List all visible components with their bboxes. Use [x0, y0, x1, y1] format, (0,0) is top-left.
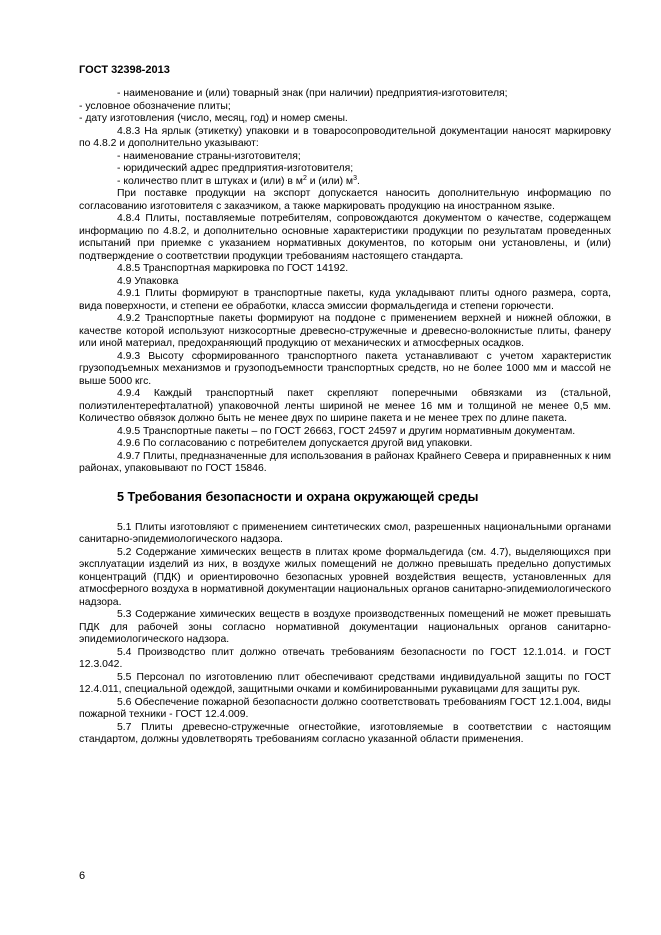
section-5-paragraph-7: 5.7 Плиты древесно-стружечные огнестойкие, изготовляемые в соответствии с настоящим стандартом, должны удовлетворять требованиям согласно указанной области применения.	[79, 721, 611, 745]
quantity-text: - количество плит в штуках и (или) в м	[117, 175, 303, 187]
document-body	[79, 88, 611, 747]
cube-superscript: 3	[353, 174, 357, 182]
paragraph-b-10: 4.9.6 По согласованию с потребителем допускается другой вид упаковки.	[117, 438, 473, 449]
page-number: 6	[79, 870, 86, 882]
paragraph-4: 4.8.3 На ярлык (этикетку) упаковки и в товаросопроводительной документации наносят маркировку по 4.8.2 и дополнительно указывают:	[79, 125, 611, 149]
paragraph-b-4: 4.9 Упаковка	[117, 275, 179, 287]
paragraph-b-1: При поставке продукции на экспорт допускается наносить дополнительную информацию по согласованию изготовителя с заказчиком, а также маркировать продукцию на иностранном языке.	[79, 188, 611, 212]
paragraph-b-5: 4.9.1 Плиты формируют в транспортные пакеты, куда укладывают плиты одного размера, сорта, вида поверхности, и степени ее обработки, класса эмиссии формальдегида и степени горючести.	[79, 288, 611, 312]
paragraph-b-8: 4.9.4 Каждый транспортный пакет скрепляют поперечными обвязками из (стальной, полиэтилентерефталатной) упаковочной ленты шириной не менее 16 мм и толщиной не менее 0,5 мм. Количество обвязок должно быть не менее двух по ширине пакета и не менее трех по длине пакета.	[79, 388, 611, 424]
square-superscript: 2	[302, 174, 307, 182]
paragraph-6: - юридический адрес предприятия-изготовителя;	[117, 163, 354, 174]
section-5-paragraph-1: 5.1 Плиты изготовляют с применением синтетических смол, разрешенных национальными органами санитарно-эпидемиологического надзора.	[79, 521, 611, 545]
paragraph-b-7: 4.9.3 Высоту сформированного транспортного пакета устанавливают с учетом характеристик грузоподъемных механизмов и грузоподъемности транспортных средств, но не более 1000 мм и массой не выше 5000 кгс.	[79, 350, 611, 387]
paragraph-5: - наименование страны-изготовителя;	[117, 150, 301, 162]
quantity-unit-text: и (или) м	[306, 175, 354, 187]
section-5-paragraph-2: 5.2 Содержание химических веществ в плитах кроме формальдегида (см. 4.7), выделяющихся при эксплуатации изделий из них, в воздухе жилых помещений не должно превышать предельно допустимых концентраций (ПДК) и ориентировочно безопасных уровней воздействия веществ, установленных для атмосферного воздуха в нормативной документации национальных органов санитарно-эпидемиологического надзора.	[79, 546, 611, 608]
paragraph-b-9: 4.9.5 Транспортные пакеты – по ГОСТ 26663, ГОСТ 24597 и другим нормативным документам.	[117, 425, 576, 437]
paragraph-b-2: 4.8.4 Плиты, поставляемые потребителям, сопровождаются документом о качестве, содержащем информацию по 4.8.2, и дополнительно основные характеристики продукции по результатам проведенных испытаний при приемке с указанием нормативных документов, по которым они установлены, и (или) подтверждение о соответствии продукции требованиям настоящего стандарта.	[79, 213, 611, 262]
quantity-list-item	[79, 176, 611, 189]
section-5-body	[79, 522, 611, 747]
paragraph-b-3: 4.8.5 Транспортная маркировка по ГОСТ 14192.	[117, 263, 349, 274]
section-5-paragraph-5: 5.5 Персонал по изготовлению плит обеспечивают средствами индивидуальной защиты по ГОСТ 12.4.011, специальной одеждой, защитными очками и комбинированными рукавицами для защиты рук.	[79, 671, 611, 695]
paragraph-b-11: 4.9.7 Плиты, предназначенные для использования в районах Крайнего Севера и приравненных к ним районах, упаковывают по ГОСТ 15846.	[79, 450, 611, 474]
document-code-header: ГОСТ 32398-2013	[79, 64, 170, 76]
paragraph-3: - дату изготовления (число, месяц, год) и номер смены.	[79, 113, 348, 124]
section-5-title: 5 Требования безопасности и охрана окружающей среды	[117, 489, 479, 504]
marking-list-part1	[79, 88, 611, 176]
paragraph-1: - наименование и (или) товарный знак (при наличии) предприятия-изготовителя;	[117, 88, 508, 99]
paragraph-b-6: 4.9.2 Транспортные пакеты формируют на поддоне с применением верхней и нижней обложки, в качестве которой используют низкосортные древесно-стружечные и древесно-волокнистые плиты, фанеру или иной материал, предохраняющий продукцию от механических и атмосферных осадков.	[79, 313, 611, 349]
section-5-paragraph-4: 5.4 Производство плит должно отвечать требованиям безопасности по ГОСТ 12.1.014. и ГОСТ 12.3.042.	[79, 646, 611, 670]
marking-packaging-part2	[79, 188, 611, 476]
quantity-end: .	[356, 175, 360, 187]
section-5-paragraph-6: 5.6 Обеспечение пожарной безопасности должно соответствовать требованиям ГОСТ 12.1.004, виды пожарной техники - ГОСТ 12.4.009.	[79, 696, 611, 720]
paragraph-2: - условное обозначение плиты;	[79, 100, 231, 112]
section-5-paragraph-3: 5.3 Содержание химических веществ в воздухе производственных помещений не может превышать ПДК для рабочей зоны согласно нормативной документации национальных органов санитарно-эпидемиологического надзора.	[79, 609, 611, 645]
